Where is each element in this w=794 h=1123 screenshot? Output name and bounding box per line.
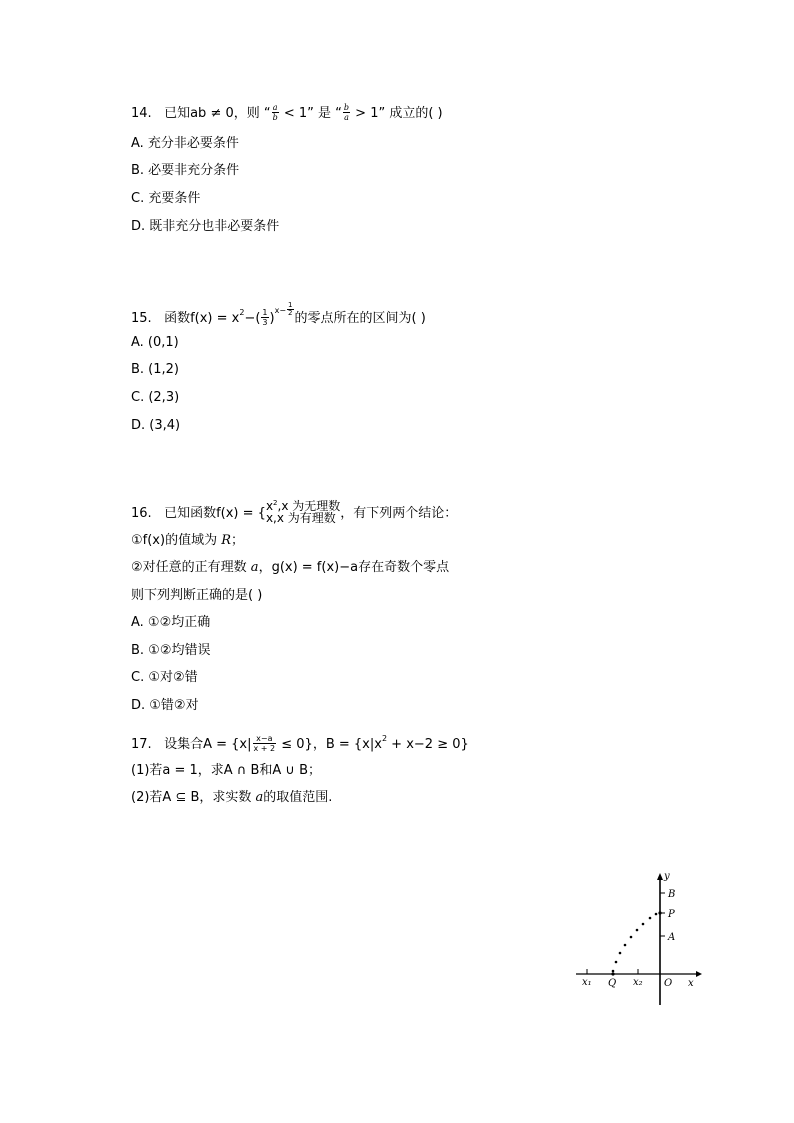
y-axis-arrow xyxy=(657,873,663,880)
fraction-a-over-b: $\frac{a}{b}$ xyxy=(272,103,278,122)
exponent: 2 xyxy=(381,734,388,743)
question-text: 函数f(x) = x xyxy=(164,311,240,326)
question-text: ) xyxy=(269,311,275,326)
question-text: ≤ 0}，B = {x|x xyxy=(277,737,382,752)
question-14 xyxy=(131,104,443,123)
question-text: > 1” 成立的( ) xyxy=(351,106,443,121)
option-b: B. 必要非充分条件 xyxy=(131,163,240,178)
option-b: B. ①②均错误 xyxy=(131,643,211,658)
option-a: A. (0,1) xyxy=(131,335,179,350)
option-d: D. (3,4) xyxy=(131,418,181,433)
question-text: < 1” 是 “ xyxy=(279,106,342,121)
label-x2: x₂ xyxy=(633,977,643,988)
question-prompt: 则下列判断正确的是( ) xyxy=(131,588,263,603)
y-axis-label: y xyxy=(664,871,670,882)
label-a: A xyxy=(668,932,676,943)
label-q: Q xyxy=(608,978,617,989)
exponent: 2 xyxy=(239,308,245,317)
point-q xyxy=(611,972,614,975)
option-d: D. 既非充分也非必要条件 xyxy=(131,219,280,234)
option-a: A. 充分非必要条件 xyxy=(131,136,239,151)
question-text: 的零点所在的区间为( ) xyxy=(294,311,426,326)
part-1: (1)若a = 1，求A ∩ B和A ∪ B； xyxy=(131,763,321,778)
fraction-set-condition: $\frac{x-a}{x + 2}$ xyxy=(253,734,276,753)
conclusion-2: ②对任意的正有理数 a，g(x) = f(x)−a存在奇数个零点 xyxy=(131,560,450,575)
point-p xyxy=(658,911,661,914)
question-text: 已知ab ≠ 0，则 “ xyxy=(164,106,271,121)
conclusion-1: ①f(x)的值域为 R； xyxy=(131,533,245,548)
question-text: ，有下列两个结论： xyxy=(340,506,458,521)
question-text: 已知函数f(x) = { xyxy=(164,506,266,521)
question-number: 15. xyxy=(131,311,152,326)
exponent-expression: x− 1 2 xyxy=(274,301,293,317)
part-2: (2)若A ⊆ B，求实数 a的取值范围. xyxy=(131,790,333,805)
question-number: 16. xyxy=(131,506,152,521)
question-text: 设集合A = {x| xyxy=(164,737,252,752)
label-x1: x₁ xyxy=(582,977,592,988)
dotted-curve xyxy=(612,913,658,973)
option-c: C. (2,3) xyxy=(131,390,180,405)
option-d: D. ①错②对 xyxy=(131,698,199,713)
piecewise-cases: $x^2,x$ 为无理数 x,x 为有理数 xyxy=(265,499,341,525)
question-number: 17. xyxy=(131,737,152,752)
question-16 xyxy=(131,500,457,527)
coordinate-figure xyxy=(574,868,704,1008)
option-c: C. 充要条件 xyxy=(131,191,201,206)
question-15 xyxy=(131,303,426,328)
option-a: A. ①②均正确 xyxy=(131,615,211,630)
question-text: + x−2 ≥ 0} xyxy=(387,737,469,752)
x-axis-label: x xyxy=(688,978,694,989)
question-number: 14. xyxy=(131,106,152,121)
x-axis-arrow xyxy=(696,971,702,977)
fraction-one-third: $\frac{1}{3}$ xyxy=(262,308,268,327)
fraction-b-over-a: $\frac{b}{a}$ xyxy=(343,103,350,122)
question-text: −( xyxy=(244,311,261,326)
option-b: B. (1,2) xyxy=(131,362,180,377)
label-o: O xyxy=(664,978,673,989)
label-b: B xyxy=(668,889,676,900)
label-p: P xyxy=(668,909,675,920)
option-c: C. ①对②错 xyxy=(131,670,198,685)
question-17 xyxy=(131,731,469,754)
